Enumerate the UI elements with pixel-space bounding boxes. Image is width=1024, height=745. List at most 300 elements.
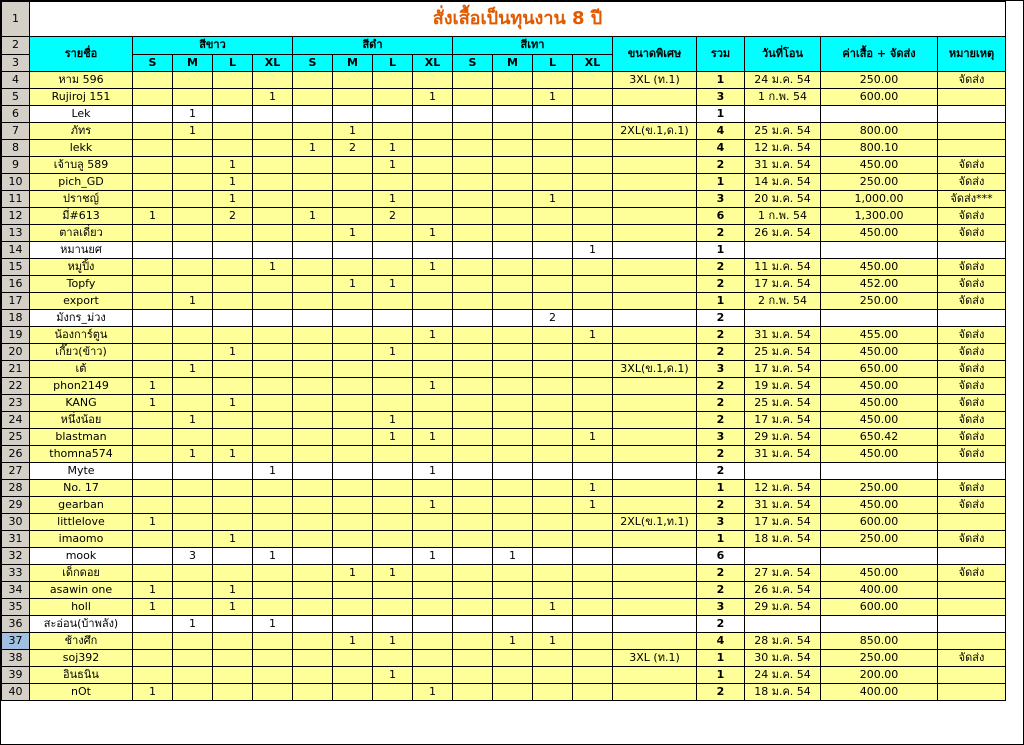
- cell-qty[interactable]: [253, 412, 293, 429]
- cell-qty[interactable]: [133, 616, 173, 633]
- cell-qty[interactable]: 1: [413, 684, 453, 701]
- header-special[interactable]: ขนาดพิเศษ: [613, 37, 697, 72]
- cell-total[interactable]: 6: [697, 208, 745, 225]
- cell-qty[interactable]: [133, 497, 173, 514]
- cell-note[interactable]: จัดส่ง: [938, 650, 1006, 667]
- cell-qty[interactable]: [573, 72, 613, 89]
- size-header[interactable]: S: [453, 54, 493, 72]
- cell-note[interactable]: จัดส่ง: [938, 378, 1006, 395]
- cell-qty[interactable]: [453, 208, 493, 225]
- cell-qty[interactable]: [213, 412, 253, 429]
- cell-total[interactable]: 3: [697, 361, 745, 378]
- cell-qty[interactable]: [293, 395, 333, 412]
- cell-qty[interactable]: [253, 599, 293, 616]
- cell-qty[interactable]: [413, 140, 453, 157]
- cell-price[interactable]: 450.00: [821, 497, 938, 514]
- cell-special[interactable]: [613, 378, 697, 395]
- cell-name[interactable]: lekk: [30, 140, 133, 157]
- cell-qty[interactable]: [413, 157, 453, 174]
- cell-date[interactable]: 25 ม.ค. 54: [745, 395, 821, 412]
- cell-qty[interactable]: [373, 463, 413, 480]
- cell-qty[interactable]: [293, 667, 333, 684]
- cell-qty[interactable]: [333, 310, 373, 327]
- cell-qty[interactable]: [133, 89, 173, 106]
- row-header[interactable]: 13: [2, 225, 30, 242]
- cell-note[interactable]: [938, 123, 1006, 140]
- cell-total[interactable]: 2: [697, 225, 745, 242]
- cell-note[interactable]: จัดส่ง: [938, 157, 1006, 174]
- row-header[interactable]: 18: [2, 310, 30, 327]
- cell-qty[interactable]: [173, 582, 213, 599]
- cell-name[interactable]: น้องการ์ตูน: [30, 327, 133, 344]
- cell-qty[interactable]: [453, 174, 493, 191]
- cell-qty[interactable]: [133, 140, 173, 157]
- row-header[interactable]: 33: [2, 565, 30, 582]
- cell-date[interactable]: [745, 106, 821, 123]
- cell-date[interactable]: 12 ม.ค. 54: [745, 140, 821, 157]
- cell-qty[interactable]: 1: [533, 191, 573, 208]
- cell-qty[interactable]: [293, 310, 333, 327]
- cell-qty[interactable]: [253, 191, 293, 208]
- row-header[interactable]: 21: [2, 361, 30, 378]
- cell-date[interactable]: 20 ม.ค. 54: [745, 191, 821, 208]
- cell-note[interactable]: จัดส่ง: [938, 395, 1006, 412]
- cell-name[interactable]: เต้: [30, 361, 133, 378]
- size-header[interactable]: L: [213, 54, 253, 72]
- cell-total[interactable]: 1: [697, 174, 745, 191]
- cell-qty[interactable]: [213, 276, 253, 293]
- cell-qty[interactable]: [333, 582, 373, 599]
- cell-qty[interactable]: [333, 616, 373, 633]
- cell-qty[interactable]: [253, 157, 293, 174]
- row-header[interactable]: 5: [2, 89, 30, 106]
- cell-qty[interactable]: [573, 531, 613, 548]
- size-header[interactable]: S: [133, 54, 173, 72]
- cell-qty[interactable]: 1: [373, 276, 413, 293]
- cell-qty[interactable]: [293, 276, 333, 293]
- cell-qty[interactable]: [133, 463, 173, 480]
- cell-special[interactable]: [613, 89, 697, 106]
- cell-special[interactable]: [613, 327, 697, 344]
- cell-price[interactable]: 400.00: [821, 582, 938, 599]
- cell-qty[interactable]: 1: [213, 174, 253, 191]
- cell-qty[interactable]: [373, 480, 413, 497]
- cell-note[interactable]: [938, 89, 1006, 106]
- cell-price[interactable]: 200.00: [821, 667, 938, 684]
- header-total[interactable]: รวม: [697, 37, 745, 72]
- cell-qty[interactable]: [133, 633, 173, 650]
- cell-qty[interactable]: 1: [133, 599, 173, 616]
- cell-qty[interactable]: 2: [373, 208, 413, 225]
- cell-qty[interactable]: [413, 565, 453, 582]
- cell-qty[interactable]: 1: [173, 106, 213, 123]
- cell-qty[interactable]: [533, 344, 573, 361]
- cell-total[interactable]: 2: [697, 395, 745, 412]
- cell-special[interactable]: [613, 191, 697, 208]
- cell-qty[interactable]: [493, 531, 533, 548]
- cell-qty[interactable]: [453, 463, 493, 480]
- cell-name[interactable]: asawin one: [30, 582, 133, 599]
- cell-qty[interactable]: [573, 259, 613, 276]
- size-header[interactable]: XL: [573, 54, 613, 72]
- row-header[interactable]: 38: [2, 650, 30, 667]
- cell-total[interactable]: 2: [697, 276, 745, 293]
- cell-qty[interactable]: 1: [133, 514, 173, 531]
- cell-qty[interactable]: [173, 463, 213, 480]
- cell-qty[interactable]: 1: [413, 378, 453, 395]
- cell-qty[interactable]: 1: [213, 446, 253, 463]
- cell-qty[interactable]: [293, 344, 333, 361]
- cell-qty[interactable]: [533, 276, 573, 293]
- cell-special[interactable]: [613, 633, 697, 650]
- cell-qty[interactable]: [413, 480, 453, 497]
- row-header[interactable]: 12: [2, 208, 30, 225]
- cell-qty[interactable]: [253, 344, 293, 361]
- cell-qty[interactable]: [453, 123, 493, 140]
- cell-qty[interactable]: [493, 395, 533, 412]
- row-header[interactable]: 27: [2, 463, 30, 480]
- cell-qty[interactable]: [173, 344, 213, 361]
- cell-qty[interactable]: [533, 395, 573, 412]
- cell-name[interactable]: สะอ่อน(บ้าพลัง): [30, 616, 133, 633]
- cell-qty[interactable]: [333, 650, 373, 667]
- cell-qty[interactable]: [333, 599, 373, 616]
- cell-qty[interactable]: [533, 106, 573, 123]
- size-header[interactable]: L: [373, 54, 413, 72]
- cell-qty[interactable]: [533, 548, 573, 565]
- cell-qty[interactable]: [173, 242, 213, 259]
- row-header[interactable]: 24: [2, 412, 30, 429]
- cell-qty[interactable]: [533, 293, 573, 310]
- cell-qty[interactable]: [333, 208, 373, 225]
- cell-total[interactable]: 2: [697, 412, 745, 429]
- cell-qty[interactable]: 1: [293, 208, 333, 225]
- cell-qty[interactable]: 1: [413, 89, 453, 106]
- cell-date[interactable]: 1 ก.พ. 54: [745, 208, 821, 225]
- cell-qty[interactable]: [253, 395, 293, 412]
- cell-note[interactable]: [938, 140, 1006, 157]
- cell-qty[interactable]: [453, 514, 493, 531]
- cell-qty[interactable]: [213, 633, 253, 650]
- cell-qty[interactable]: [373, 378, 413, 395]
- cell-qty[interactable]: [333, 378, 373, 395]
- row-header[interactable]: 34: [2, 582, 30, 599]
- cell-qty[interactable]: [173, 667, 213, 684]
- cell-qty[interactable]: [573, 89, 613, 106]
- cell-qty[interactable]: [493, 276, 533, 293]
- cell-note[interactable]: จัดส่ง: [938, 174, 1006, 191]
- cell-qty[interactable]: [573, 463, 613, 480]
- cell-qty[interactable]: [453, 395, 493, 412]
- cell-qty[interactable]: [493, 616, 533, 633]
- cell-qty[interactable]: [173, 514, 213, 531]
- cell-qty[interactable]: [413, 514, 453, 531]
- cell-qty[interactable]: [573, 395, 613, 412]
- cell-qty[interactable]: [373, 446, 413, 463]
- cell-total[interactable]: 2: [697, 344, 745, 361]
- cell-qty[interactable]: [253, 225, 293, 242]
- cell-qty[interactable]: [533, 225, 573, 242]
- cell-qty[interactable]: [373, 395, 413, 412]
- cell-total[interactable]: 3: [697, 599, 745, 616]
- cell-qty[interactable]: [293, 429, 333, 446]
- cell-qty[interactable]: [213, 514, 253, 531]
- cell-qty[interactable]: 1: [493, 548, 533, 565]
- cell-qty[interactable]: [333, 480, 373, 497]
- cell-qty[interactable]: [213, 684, 253, 701]
- cell-total[interactable]: 3: [697, 514, 745, 531]
- cell-qty[interactable]: [373, 548, 413, 565]
- cell-qty[interactable]: [493, 446, 533, 463]
- cell-name[interactable]: หนึ่งน้อย: [30, 412, 133, 429]
- cell-name[interactable]: thomna574: [30, 446, 133, 463]
- cell-total[interactable]: 2: [697, 616, 745, 633]
- cell-qty[interactable]: [333, 531, 373, 548]
- row-header[interactable]: 17: [2, 293, 30, 310]
- cell-price[interactable]: 1,300.00: [821, 208, 938, 225]
- cell-qty[interactable]: [373, 582, 413, 599]
- cell-qty[interactable]: [333, 191, 373, 208]
- cell-qty[interactable]: [373, 327, 413, 344]
- cell-qty[interactable]: [333, 157, 373, 174]
- cell-price[interactable]: 600.00: [821, 514, 938, 531]
- cell-qty[interactable]: [413, 667, 453, 684]
- cell-total[interactable]: 1: [697, 650, 745, 667]
- cell-qty[interactable]: [453, 293, 493, 310]
- cell-qty[interactable]: [533, 497, 573, 514]
- cell-qty[interactable]: [293, 378, 333, 395]
- cell-qty[interactable]: [133, 225, 173, 242]
- cell-note[interactable]: [938, 106, 1006, 123]
- cell-qty[interactable]: [333, 497, 373, 514]
- cell-qty[interactable]: [533, 582, 573, 599]
- cell-special[interactable]: [613, 344, 697, 361]
- cell-special[interactable]: [613, 599, 697, 616]
- header-date[interactable]: วันที่โอน: [745, 37, 821, 72]
- cell-qty[interactable]: [173, 429, 213, 446]
- cell-name[interactable]: เจ้าบลู 589: [30, 157, 133, 174]
- cell-price[interactable]: 600.00: [821, 89, 938, 106]
- cell-qty[interactable]: [133, 650, 173, 667]
- cell-price[interactable]: 452.00: [821, 276, 938, 293]
- cell-name[interactable]: Lek: [30, 106, 133, 123]
- cell-special[interactable]: 3XL(ข.1,ด.1): [613, 361, 697, 378]
- cell-qty[interactable]: [493, 480, 533, 497]
- size-header[interactable]: S: [293, 54, 333, 72]
- cell-qty[interactable]: 1: [573, 497, 613, 514]
- cell-qty[interactable]: [493, 327, 533, 344]
- cell-qty[interactable]: [493, 259, 533, 276]
- cell-qty[interactable]: [453, 106, 493, 123]
- row-header[interactable]: 32: [2, 548, 30, 565]
- cell-qty[interactable]: [573, 565, 613, 582]
- cell-special[interactable]: [613, 208, 697, 225]
- cell-qty[interactable]: [213, 616, 253, 633]
- cell-qty[interactable]: [293, 548, 333, 565]
- cell-qty[interactable]: [453, 497, 493, 514]
- cell-note[interactable]: จัดส่ง: [938, 225, 1006, 242]
- cell-note[interactable]: [938, 582, 1006, 599]
- cell-qty[interactable]: [493, 650, 533, 667]
- cell-qty[interactable]: [493, 89, 533, 106]
- cell-qty[interactable]: [253, 429, 293, 446]
- cell-qty[interactable]: [493, 565, 533, 582]
- cell-qty[interactable]: [253, 650, 293, 667]
- cell-qty[interactable]: 1: [333, 276, 373, 293]
- cell-date[interactable]: 25 ม.ค. 54: [745, 344, 821, 361]
- cell-qty[interactable]: 1: [173, 616, 213, 633]
- cell-qty[interactable]: [573, 157, 613, 174]
- row-header[interactable]: 14: [2, 242, 30, 259]
- header-white[interactable]: สีขาว: [133, 37, 293, 55]
- cell-qty[interactable]: [133, 106, 173, 123]
- cell-qty[interactable]: [413, 208, 453, 225]
- cell-qty[interactable]: [253, 531, 293, 548]
- cell-total[interactable]: 2: [697, 446, 745, 463]
- cell-qty[interactable]: [253, 446, 293, 463]
- cell-qty[interactable]: [133, 412, 173, 429]
- cell-qty[interactable]: [213, 463, 253, 480]
- cell-qty[interactable]: [573, 310, 613, 327]
- cell-qty[interactable]: [453, 276, 493, 293]
- cell-total[interactable]: 4: [697, 140, 745, 157]
- cell-qty[interactable]: 1: [373, 429, 413, 446]
- cell-qty[interactable]: [493, 412, 533, 429]
- cell-price[interactable]: 650.00: [821, 361, 938, 378]
- cell-qty[interactable]: [173, 650, 213, 667]
- cell-qty[interactable]: [413, 242, 453, 259]
- cell-qty[interactable]: [333, 89, 373, 106]
- cell-name[interactable]: Myte: [30, 463, 133, 480]
- cell-qty[interactable]: [373, 225, 413, 242]
- cell-qty[interactable]: [173, 497, 213, 514]
- cell-qty[interactable]: [533, 616, 573, 633]
- cell-qty[interactable]: [453, 650, 493, 667]
- cell-qty[interactable]: [533, 174, 573, 191]
- row-header[interactable]: 1: [2, 2, 30, 37]
- cell-name[interactable]: เกี๊ยว(ข้าว): [30, 344, 133, 361]
- cell-total[interactable]: 4: [697, 123, 745, 140]
- cell-qty[interactable]: [453, 157, 493, 174]
- cell-name[interactable]: gearban: [30, 497, 133, 514]
- cell-qty[interactable]: 1: [333, 565, 373, 582]
- row-header[interactable]: 26: [2, 446, 30, 463]
- cell-qty[interactable]: 1: [213, 344, 253, 361]
- cell-qty[interactable]: [373, 361, 413, 378]
- cell-qty[interactable]: [253, 276, 293, 293]
- cell-qty[interactable]: [133, 123, 173, 140]
- cell-total[interactable]: 2: [697, 497, 745, 514]
- cell-qty[interactable]: [453, 225, 493, 242]
- cell-qty[interactable]: 1: [333, 225, 373, 242]
- cell-name[interactable]: nOt: [30, 684, 133, 701]
- cell-date[interactable]: 29 ม.ค. 54: [745, 429, 821, 446]
- cell-note[interactable]: จัดส่ง: [938, 480, 1006, 497]
- cell-qty[interactable]: [493, 174, 533, 191]
- cell-qty[interactable]: [573, 174, 613, 191]
- cell-qty[interactable]: 1: [173, 412, 213, 429]
- cell-qty[interactable]: [293, 582, 333, 599]
- cell-qty[interactable]: [333, 548, 373, 565]
- cell-qty[interactable]: [533, 378, 573, 395]
- cell-qty[interactable]: [253, 514, 293, 531]
- cell-name[interactable]: เด็กดอย: [30, 565, 133, 582]
- cell-qty[interactable]: [213, 565, 253, 582]
- cell-date[interactable]: 31 ม.ค. 54: [745, 157, 821, 174]
- cell-qty[interactable]: [133, 480, 173, 497]
- row-header[interactable]: 3: [2, 54, 30, 72]
- cell-qty[interactable]: 1: [333, 633, 373, 650]
- cell-note[interactable]: จัดส่ง: [938, 531, 1006, 548]
- cell-qty[interactable]: 1: [133, 208, 173, 225]
- cell-qty[interactable]: [493, 72, 533, 89]
- cell-total[interactable]: 1: [697, 480, 745, 497]
- row-header[interactable]: 35: [2, 599, 30, 616]
- cell-price[interactable]: 800.10: [821, 140, 938, 157]
- cell-special[interactable]: [613, 106, 697, 123]
- cell-name[interactable]: อินธนิน: [30, 667, 133, 684]
- cell-qty[interactable]: [493, 310, 533, 327]
- cell-qty[interactable]: [293, 327, 333, 344]
- cell-qty[interactable]: 1: [333, 123, 373, 140]
- row-header[interactable]: 7: [2, 123, 30, 140]
- cell-qty[interactable]: [133, 242, 173, 259]
- cell-price[interactable]: [821, 310, 938, 327]
- cell-qty[interactable]: [373, 242, 413, 259]
- cell-qty[interactable]: 1: [253, 259, 293, 276]
- size-header[interactable]: M: [493, 54, 533, 72]
- cell-total[interactable]: 2: [697, 463, 745, 480]
- cell-qty[interactable]: [573, 446, 613, 463]
- cell-name[interactable]: mook: [30, 548, 133, 565]
- cell-qty[interactable]: [253, 667, 293, 684]
- cell-qty[interactable]: 1: [253, 616, 293, 633]
- cell-name[interactable]: blastman: [30, 429, 133, 446]
- cell-price[interactable]: 450.00: [821, 446, 938, 463]
- cell-qty[interactable]: 1: [253, 89, 293, 106]
- cell-qty[interactable]: [293, 599, 333, 616]
- cell-name[interactable]: ปราชญ์: [30, 191, 133, 208]
- cell-qty[interactable]: [133, 259, 173, 276]
- cell-qty[interactable]: [533, 72, 573, 89]
- cell-qty[interactable]: 1: [493, 633, 533, 650]
- cell-qty[interactable]: 1: [373, 157, 413, 174]
- cell-qty[interactable]: [253, 582, 293, 599]
- cell-qty[interactable]: [573, 548, 613, 565]
- cell-qty[interactable]: [213, 497, 253, 514]
- cell-total[interactable]: 2: [697, 378, 745, 395]
- cell-qty[interactable]: [213, 327, 253, 344]
- size-header[interactable]: M: [333, 54, 373, 72]
- cell-special[interactable]: [613, 548, 697, 565]
- cell-qty[interactable]: 1: [173, 361, 213, 378]
- cell-qty[interactable]: [253, 72, 293, 89]
- row-header[interactable]: 36: [2, 616, 30, 633]
- cell-qty[interactable]: 1: [413, 225, 453, 242]
- cell-qty[interactable]: [293, 293, 333, 310]
- cell-note[interactable]: จัดส่ง: [938, 327, 1006, 344]
- cell-qty[interactable]: [333, 514, 373, 531]
- cell-qty[interactable]: [413, 174, 453, 191]
- cell-qty[interactable]: [493, 225, 533, 242]
- cell-qty[interactable]: 1: [213, 157, 253, 174]
- cell-qty[interactable]: [373, 123, 413, 140]
- cell-price[interactable]: 250.00: [821, 650, 938, 667]
- cell-qty[interactable]: [533, 327, 573, 344]
- cell-qty[interactable]: [413, 650, 453, 667]
- cell-qty[interactable]: [293, 616, 333, 633]
- cell-qty[interactable]: [493, 361, 533, 378]
